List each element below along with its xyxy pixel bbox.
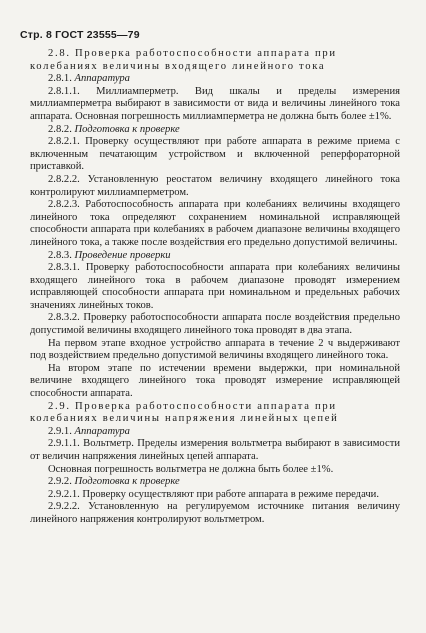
paragraph: 2.9.1.1. Вольтметр. Пределы измерения вольтметра выбирают в зависимости от величин напряжения линейных цепей аппарата. <box>30 438 400 462</box>
subsection-heading <box>30 124 400 137</box>
page-header: Стр. 8 ГОСТ 23555—79 <box>20 29 140 41</box>
document-body <box>30 48 400 527</box>
subsection-heading <box>30 476 400 489</box>
paragraph: 2.8.2.1. Проверку осуществляют при работе аппарата в режиме приема с включенным печатающим устройством и включенной реперфораторной приставкой. <box>30 136 400 173</box>
paragraph: 2.8.3.2. Проверку работоспособности аппарата после воздействия предельно допустимой величины входящего линейного тока проводят в два этапа. <box>30 312 400 337</box>
subsection-number: 2.8.3. <box>48 249 75 261</box>
subsection-title: Подготовка к проверке <box>74 123 180 135</box>
subsection-number: 2.9.1. <box>48 425 75 437</box>
subsection-number: 2.8.1. <box>48 73 75 85</box>
paragraph: На втором этапе по истечении времени выдержки, при номинальной величине входящего линейного тока проводят измерение исправляющей способности аппарата. <box>30 362 400 400</box>
section-heading: 2.8. Проверка работоспособности аппарата при колебаниях величины входящего линейного тока <box>30 48 337 72</box>
paragraph: Основная погрешность вольтметра не должна быть более ±1%. <box>48 463 334 475</box>
paragraph: 2.8.2.2. Установленную реостатом величину входящего линейного тока контролируют миллиамперметром. <box>30 173 400 198</box>
paragraph: 2.9.2.2. Установленную на регулируемом источнике питания величину линейного напряжения контролируют вольтметром. <box>30 501 400 525</box>
subsection-number: 2.8.2. <box>48 123 75 135</box>
paragraph: 2.9.2.1. Проверку осуществляют при работе аппарата в режиме передачи. <box>48 488 379 500</box>
section-heading: 2.9. Проверка работоспособности аппарата при колебаниях величины напряжения линейных цепей <box>30 400 339 425</box>
subsection-number: 2.9.2. <box>48 476 75 488</box>
subsection-title: Аппаратура <box>74 425 130 437</box>
paragraph: 2.8.2.3. Работоспособность аппарата при колебаниях величины входящего линейного тока определяют сохранением номинальной исправляющей способности аппарата при колебаниях в рабочем диапазоне величины входящего линейного тока, а также после воздействия его предельно допустимой величины. <box>30 199 400 248</box>
paragraph: На первом этапе входное устройство аппарата в течение 2 ч выдерживают под воздействием предельно допустимой величины входящего линейного тока. <box>30 337 400 362</box>
paragraph: 2.8.1.1. Миллиамперметр. Вид шкалы и пределы измерения миллиамперметра выбирают в зависимости от вида и величины линейного тока аппарата. Основная погрешность миллиамперметра не должна быть более ±1%. <box>30 85 400 122</box>
subsection-heading <box>30 73 400 86</box>
paragraph: 2.8.3.1. Проверку работоспособности аппарата при колебаниях величины входящего линейного тока в рабочем диапазоне проводят измерением исправляющей способности аппарата при номинальном и предельных рабочих значениях линейных токов. <box>30 262 400 311</box>
subsection-title: Подготовка к проверке <box>74 476 180 488</box>
subsection-heading <box>30 426 400 439</box>
subsection-title: Аппаратура <box>74 73 130 85</box>
subsection-heading <box>30 250 400 263</box>
subsection-title: Проведение проверки <box>74 249 171 261</box>
